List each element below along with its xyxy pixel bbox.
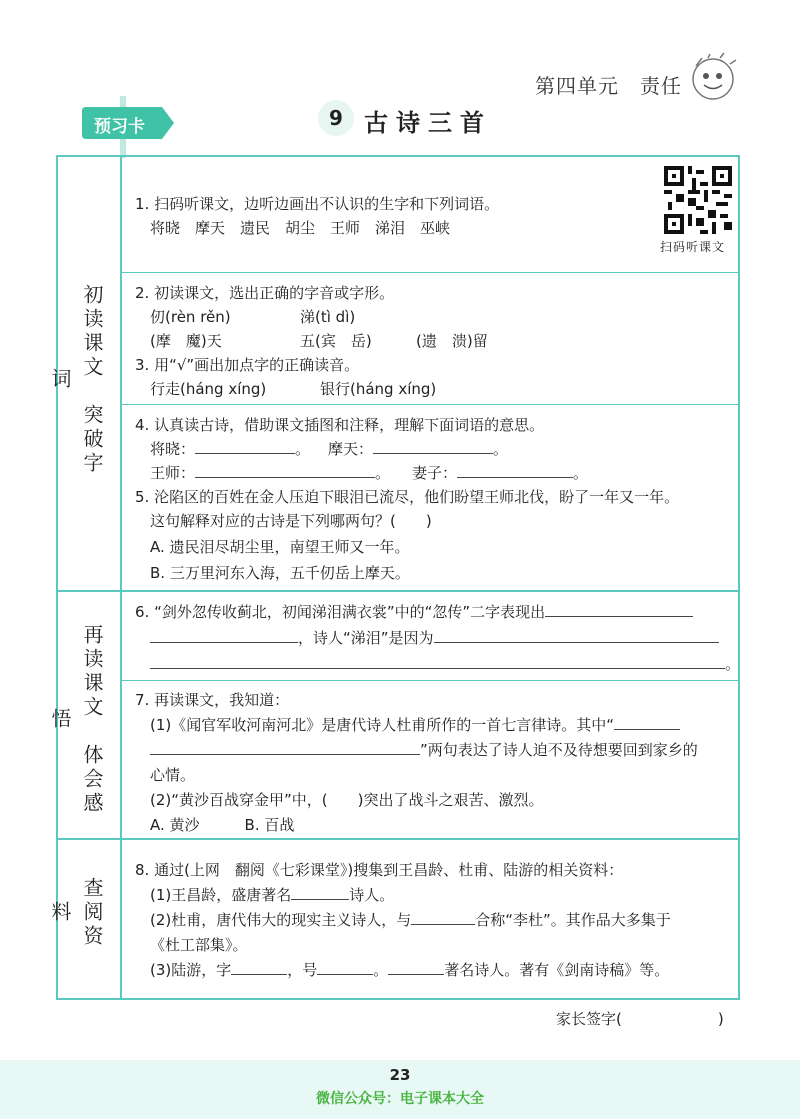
q4-word: 王师：	[150, 464, 196, 482]
question-6-line2	[150, 626, 719, 650]
question-6-text: ，诗人“涕泪”是因为	[298, 629, 434, 647]
question-4: 4. 认真读古诗，借助课文插图和注释，理解下面词语的意思。	[135, 416, 545, 434]
unit-title: 第四单元 责任	[535, 74, 682, 98]
question-1-words: 将晓 摩天 遗民 胡尘 王师 涕泪 巫峡	[150, 219, 451, 237]
q7-text: (1)《闻官军收河南河北》是唐代诗人杜甫所作的一首七言律诗。其中“	[150, 716, 615, 734]
q2-option[interactable]: (遗 溃)留	[416, 332, 488, 350]
section-label: 查阅资料	[48, 877, 104, 949]
question-5: 5. 沦陷区的百姓在金人压迫下眼泪已流尽，他们盼望王师北伐，盼了一年又一年。	[135, 488, 680, 506]
wechat-watermark: 微信公众号：电子课本大全	[316, 1091, 484, 1107]
answer-blank[interactable]	[291, 883, 349, 900]
q2-option[interactable]: (摩 魔)天	[150, 332, 222, 350]
q7-text: ”两句表达了诗人迫不及待想要回到家乡的	[420, 741, 698, 759]
q8-part2	[150, 908, 671, 932]
question-1: 1. 扫码听课文，边听边画出不认识的生字和下列词语。	[135, 195, 500, 213]
answer-blank[interactable]	[373, 437, 493, 454]
q2-option[interactable]: 仞(rèn rěn)	[150, 308, 231, 326]
q2-option[interactable]: 五(宾 岳)	[300, 332, 372, 350]
question-3: 3. 用“√”画出加点字的正确读音。	[135, 356, 360, 374]
q4-row	[150, 437, 310, 461]
answer-blank[interactable]	[434, 626, 719, 643]
q8-text: 。	[373, 961, 389, 979]
q4-word: 将晓：	[150, 440, 196, 458]
page-number: 23	[389, 1066, 411, 1084]
q8-part1	[150, 883, 394, 907]
answer-blank[interactable]	[150, 738, 420, 755]
question-7: 7. 再读课文，我知道：	[135, 691, 290, 709]
answer-blank[interactable]	[195, 461, 375, 478]
q7-options[interactable]: A. 黄沙 B. 百战	[150, 816, 295, 834]
q8-text: (3)陆游，字	[150, 961, 232, 979]
q5-option-b[interactable]: B. 三万里河东入海，五千仞岳上摩天。	[150, 564, 410, 582]
answer-blank[interactable]	[388, 958, 444, 975]
question-8: 8. 通过(上网 翻阅《七彩课堂》)搜集到王昌龄、杜甫、陆游的相关资料：	[135, 861, 624, 879]
q7-part1-line3: 心情。	[150, 766, 196, 784]
answer-blank[interactable]	[150, 626, 298, 643]
answer-blank[interactable]	[150, 652, 725, 669]
question-separator	[122, 404, 738, 405]
punctuation: 。	[295, 440, 311, 458]
answer-blank[interactable]	[195, 437, 295, 454]
qr-caption: 扫码听课文	[660, 240, 726, 254]
question-separator	[122, 272, 738, 273]
q3-option[interactable]: 银行(háng xíng)	[320, 380, 437, 398]
q7-part2[interactable]: (2)“黄沙百战穿金甲”中，( )突出了战斗之艰苦、激烈。	[150, 791, 544, 809]
lesson-number: 9	[318, 100, 354, 136]
q4-word: 妻子：	[412, 464, 458, 482]
signature-label: 家长签字(	[556, 1010, 622, 1028]
q8-part2-line2: 《杜工部集》。	[150, 936, 248, 954]
q4-row	[412, 461, 588, 485]
question-6-text: 6. “剑外忽传收蓟北，初闻涕泪满衣裳”中的“忽传”二字表现出	[135, 603, 546, 621]
q8-text: (2)杜甫，唐代伟大的现实主义诗人，与	[150, 911, 412, 929]
question-5-prompt[interactable]: 这句解释对应的古诗是下列哪两句？( )	[150, 512, 432, 530]
q5-option-a[interactable]: A. 遗民泪尽胡尘里，南望王师又一年。	[150, 538, 410, 556]
question-2: 2. 初读课文，选出正确的字音或字形。	[135, 284, 395, 302]
punctuation: 。	[375, 464, 391, 482]
parent-signature	[556, 1008, 724, 1029]
q3-option[interactable]: 行走(háng xíng)	[150, 380, 267, 398]
q4-word: 摩天：	[328, 440, 374, 458]
question-6-line3	[150, 652, 740, 676]
punctuation: 。	[493, 440, 509, 458]
q8-text: ，号	[287, 961, 318, 979]
answer-blank[interactable]	[231, 958, 287, 975]
qr-code-icon[interactable]	[664, 166, 732, 234]
q8-text: 合称“李杜”。其作品大多集于	[475, 911, 671, 929]
q4-row	[328, 437, 508, 461]
q2-option[interactable]: 涕(tì dì)	[300, 308, 356, 326]
answer-blank[interactable]	[317, 958, 373, 975]
question-separator	[122, 680, 738, 681]
answer-blank[interactable]	[411, 908, 475, 925]
q4-row	[150, 461, 390, 485]
answer-blank[interactable]	[545, 600, 693, 617]
section-separator	[58, 838, 738, 840]
answer-blank[interactable]	[457, 461, 573, 478]
preview-card-label: 预习卡	[94, 117, 145, 137]
q7-part1-line2	[150, 738, 698, 762]
q8-text: (1)王昌龄，盛唐著名	[150, 886, 292, 904]
section-divider	[120, 155, 122, 1000]
section-label: 初读课文 突破字词	[48, 284, 104, 476]
q7-part1	[150, 713, 680, 737]
q8-text: 诗人。	[349, 886, 395, 904]
punctuation: 。	[573, 464, 589, 482]
section-separator	[58, 590, 738, 592]
q8-part3	[150, 958, 669, 982]
mascot-icon	[686, 52, 740, 106]
q8-text: 著名诗人。著有《剑南诗稿》等。	[444, 961, 670, 979]
section-label: 再读课文 体会感悟	[48, 624, 104, 816]
punctuation: 。	[725, 655, 741, 673]
question-6	[135, 600, 693, 624]
signature-close: )	[717, 1010, 724, 1028]
lesson-title: 古诗三首	[364, 109, 492, 137]
answer-blank[interactable]	[614, 713, 680, 730]
